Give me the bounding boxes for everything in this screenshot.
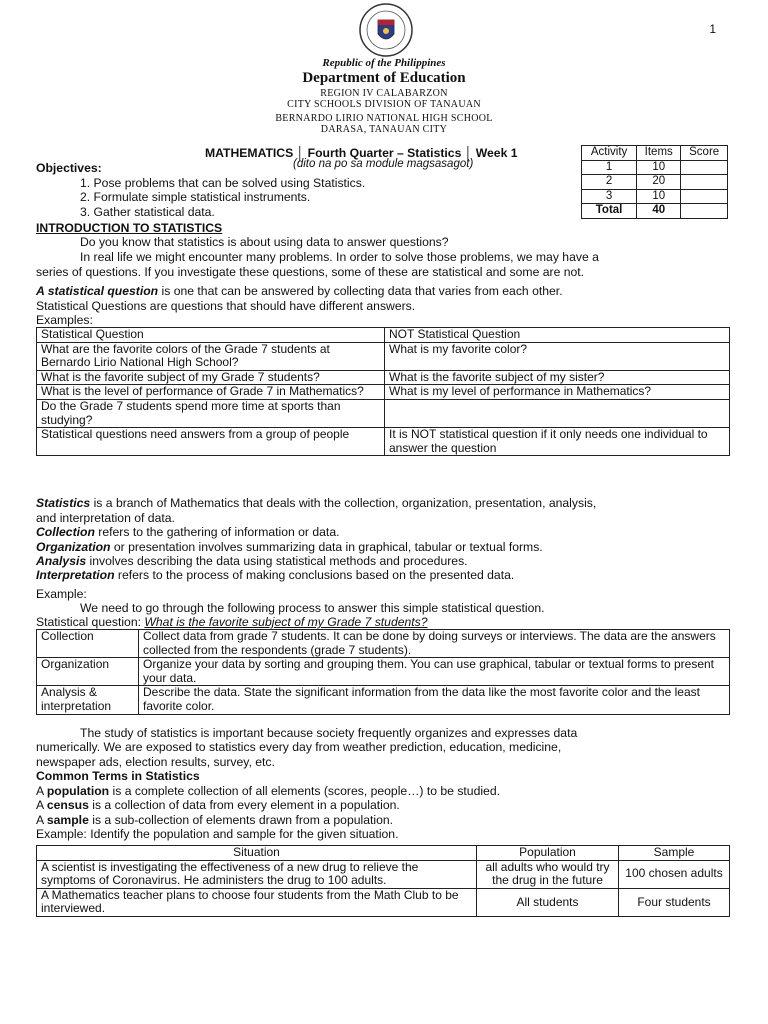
deped-seal-icon [358,2,414,58]
collection-def [36,525,340,539]
address-line: DARASA, TANAUAN CITY [320,124,448,135]
definition: refers to the process of making conclusions based on the presented data. [114,568,515,582]
situation-cell: A scientist is investigating the effectiveness of a new drug to relieve the symptoms of Coronavirus. He administers the drug to 100 adults. [37,860,477,888]
table-row [37,888,730,916]
term: sample [46,813,89,827]
items-cell: 20 [637,175,681,190]
not-statistical-question: What is my favorite color? [385,342,730,370]
table-row [37,399,730,427]
article: A [36,784,47,798]
score-cell[interactable] [681,160,728,175]
term: A statistical question [36,284,159,298]
statistical-question: What are the favorite colors of the Grade 7 students at Bernardo Lirio National High School? [37,342,385,370]
column-header: Sample [619,846,730,861]
question-table [36,327,730,456]
score-table [581,145,728,219]
definition: is a sub-collection of elements drawn from a population. [88,813,394,827]
step-name: Organization [37,658,139,686]
table-row [37,860,730,888]
term: census [46,798,89,812]
table-row [37,342,730,370]
school-line: BERNARDO LIRIO NATIONAL HIGH SCHOOL [275,113,493,124]
definition: is one that can be answered by collecting data that varies from each other. [158,284,563,298]
examples-label: Examples: [36,313,93,327]
objectives-label: Objectives: [36,161,102,175]
table-row [582,189,728,204]
table-row [37,686,730,714]
article: A [36,798,47,812]
activity-cell: 2 [582,175,637,190]
sq-text: What is the favorite subject of my Grade 7 students? [144,615,428,629]
article: A [36,813,47,827]
step-description: Describe the data. State the significant information from the data like the most favorite color and the least favorite color. [139,686,730,714]
intro-paragraph: In real life we might encounter many problems. In order to solve those problems, we may have a [80,250,599,264]
page-number: 1 [709,22,716,36]
table-row [582,160,728,175]
activity-cell: 1 [582,160,637,175]
statistics-def [36,496,596,510]
column-header: Situation [37,846,477,861]
department-line: Department of Education [302,70,466,86]
total-items: 40 [637,204,681,219]
objective-item: 2. Formulate simple statistical instruments. [80,190,311,204]
module-note: (dito na po sa module magsasagot) [293,158,474,170]
score-cell[interactable] [681,189,728,204]
term: Organization [36,540,111,554]
intro-heading: INTRODUCTION TO STATISTICS [36,221,223,235]
table-row [37,428,730,456]
sample-cell: 100 chosen adults [619,860,730,888]
analysis-def [36,554,468,568]
statistics-def-cont: and interpretation of data. [36,511,175,525]
total-score-cell[interactable] [681,204,728,219]
example-label: Example: [36,587,87,601]
definition: involves describing the data using statistical methods and procedures. [86,554,468,568]
study-paragraph: The study of statistics is important because society frequently organizes and expresses data [80,726,578,740]
items-cell: 10 [637,189,681,204]
objective-item: 3. Gather statistical data. [80,205,215,219]
score-header: Items [637,146,681,161]
sample-cell: Four students [619,888,730,916]
term: Analysis [36,554,87,568]
score-header: Activity [582,146,637,161]
term: Interpretation [36,568,115,582]
table-row [37,370,730,385]
table-row [37,328,730,343]
organization-def [36,540,543,554]
situation-cell: A Mathematics teacher plans to choose four students from the Math Club to be interviewed. [37,888,477,916]
division-line: CITY SCHOOLS DIVISION OF TANAUAN [287,99,481,110]
example-line: We need to go through the following process to answer this simple statistical question. [80,601,545,615]
step-name: Analysis & interpretation [37,686,139,714]
not-statistical-question: It is NOT statistical question if it only needs one individual to answer the question [385,428,730,456]
table-row [37,846,730,861]
column-header: Population [477,846,619,861]
interpretation-def [36,568,514,582]
statistical-question-example [36,615,428,629]
statistical-question: What is the level of performance of Grade 7 in Mathematics? [37,385,385,400]
score-header-row [582,146,728,161]
step-description: Organize your data by sorting and grouping them. You can use graphical, tabular or textual forms to present your data. [139,658,730,686]
sq-label: Statistical question: [36,615,145,629]
items-cell: 10 [637,160,681,175]
process-table [36,629,730,715]
subject-title: MATHEMATICS │ Fourth Quarter – Statistics │ Week 1 [205,146,518,160]
statistical-question: Statistical questions need answers from a group of people [37,428,385,456]
total-label: Total [582,204,637,219]
column-header: NOT Statistical Question [385,328,730,343]
step-name: Collection [37,630,139,658]
population-cell: all adults who would try the drug in the future [477,860,619,888]
table-row [37,630,730,658]
study-paragraph: numerically. We are exposed to statistics every day from weather prediction, education, medicine, [36,740,562,754]
census-def [36,798,400,812]
total-row [582,204,728,219]
definition: is a complete collection of all elements (scores, people…) to be studied. [109,784,500,798]
objective-item: 1. Pose problems that can be solved using Statistics. [80,176,366,190]
definition: is a branch of Mathematics that deals with the collection, organization, presentation, analysis, [90,496,597,510]
definition: is a collection of data from every element in a population. [88,798,400,812]
sample-def [36,813,393,827]
definition: or presentation involves summarizing data in graphical, tabular or textual forms. [110,540,543,554]
statistical-question-line: Statistical Questions are questions that should have different answers. [36,299,416,313]
table-row [37,385,730,400]
table-row [582,175,728,190]
terms-example: Example: Identify the population and sample for the given situation. [36,827,399,841]
situation-table [36,845,730,917]
term: Collection [36,525,95,539]
column-header: Statistical Question [37,328,385,343]
common-terms-heading: Common Terms in Statistics [36,769,200,783]
intro-paragraph: Do you know that statistics is about using data to answer questions? [80,235,449,249]
population-def [36,784,500,798]
region-line: REGION IV CALABARZON [320,88,448,99]
not-statistical-question: What is the favorite subject of my sister? [385,370,730,385]
term: Statistics [36,496,91,510]
study-paragraph: newspaper ads, election results, survey, etc. [36,755,275,769]
republic-line: Republic of the Philippines [322,57,446,69]
statistical-question: Do the Grade 7 students spend more time at sports than studying? [37,399,385,427]
score-header: Score [681,146,728,161]
not-statistical-question [385,399,730,427]
statistical-question: What is the favorite subject of my Grade 7 students? [37,370,385,385]
statistical-question-def [36,284,563,298]
definition: refers to the gathering of information or data. [94,525,340,539]
score-cell[interactable] [681,175,728,190]
table-row [37,658,730,686]
population-cell: All students [477,888,619,916]
intro-paragraph: series of questions. If you investigate these questions, some of these are statistical and some are not. [36,265,585,279]
activity-cell: 3 [582,189,637,204]
not-statistical-question: What is my level of performance in Mathematics? [385,385,730,400]
term: population [46,784,110,798]
step-description: Collect data from grade 7 students. It can be done by doing surveys or interviews. The data are the answers collected from the respondents (grade 7 students). [139,630,730,658]
